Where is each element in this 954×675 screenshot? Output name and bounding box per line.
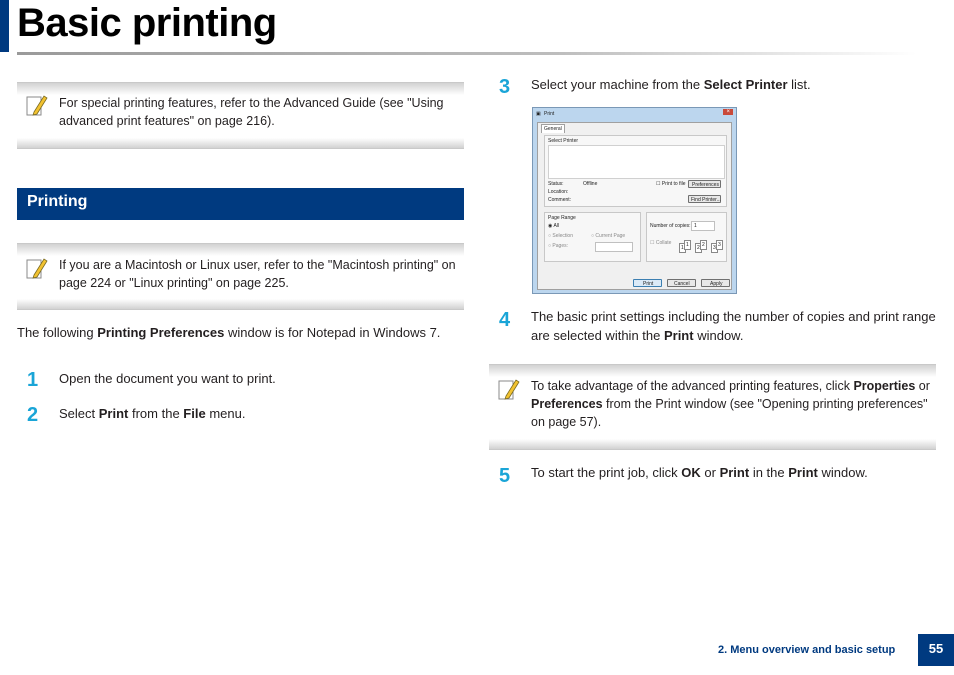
print-to-file-checkbox: ☐ Print to file [656, 181, 686, 187]
step-text: Open the document you want to print. [59, 371, 276, 386]
note-pencil-icon [497, 377, 521, 403]
preferences-button: Preferences [688, 180, 721, 188]
page-number: 55 [918, 634, 954, 666]
tab-general: General [541, 124, 565, 133]
note-text: To take advantage of the advanced printing features, click Properties or Preferences from the Print window (see "Opening printing preferences" on page 57). [531, 379, 930, 429]
step-number: 2 [27, 404, 39, 426]
step-text: The basic print settings including the number of copies and print range are selected within the Print window. [531, 309, 936, 343]
note-box-mac-linux [17, 243, 464, 310]
print-dialog-screenshot [532, 107, 737, 294]
step-number: 1 [27, 369, 39, 391]
note-text: For special printing features, refer to the Advanced Guide (see "Using advanced print features" on page 216). [59, 96, 444, 128]
copies-group: Number of copies: 1 ☐ Collate 1 1 2 2 3 3 [646, 212, 727, 262]
apply-button: Apply [701, 279, 730, 287]
step-text: To start the print job, click OK or Print in the Print window. [531, 465, 868, 480]
select-printer-group: Select Printer Status: Offline Location: Comment: ☐ Print to file Preferences Find Printer... [544, 135, 727, 207]
note-pencil-icon [25, 256, 49, 282]
note-text: If you are a Macintosh or Linux user, refer to the "Macintosh printing" on page 224 or "Linux printing" on page 225. [59, 258, 456, 290]
print-button: Print [633, 279, 662, 287]
find-printer-button: Find Printer... [688, 195, 721, 203]
note-box-properties [489, 364, 936, 450]
page-range-group: Page Range ◉ All ○ Selection ○ Current Page ○ Pages: [544, 212, 641, 262]
step-number: 5 [499, 465, 511, 487]
print-dialog-icon: ▣ [536, 111, 541, 117]
page-title: Basic printing [17, 1, 277, 45]
step-number: 3 [499, 76, 511, 98]
cancel-button: Cancel [667, 279, 696, 287]
intro-paragraph: The following Printing Preferences window is for Notepad in Windows 7. [17, 325, 441, 340]
step-text: Select Print from the File menu. [59, 406, 246, 421]
printer-list [548, 145, 725, 179]
footer-chapter-label: 2. Menu overview and basic setup [718, 644, 896, 656]
dialog-body [537, 122, 732, 290]
note-pencil-icon [25, 93, 49, 119]
step-text: Select your machine from the Select Printer list. [531, 77, 811, 92]
section-title: Printing [27, 193, 88, 210]
title-accent-bar [0, 0, 9, 52]
pages-field [595, 242, 633, 252]
note-box-advanced-guide [17, 82, 464, 149]
title-divider [17, 52, 917, 55]
close-icon: × [723, 109, 733, 115]
copies-field: 1 [691, 221, 715, 231]
step-number: 4 [499, 309, 511, 331]
dialog-title: Print [544, 111, 555, 117]
